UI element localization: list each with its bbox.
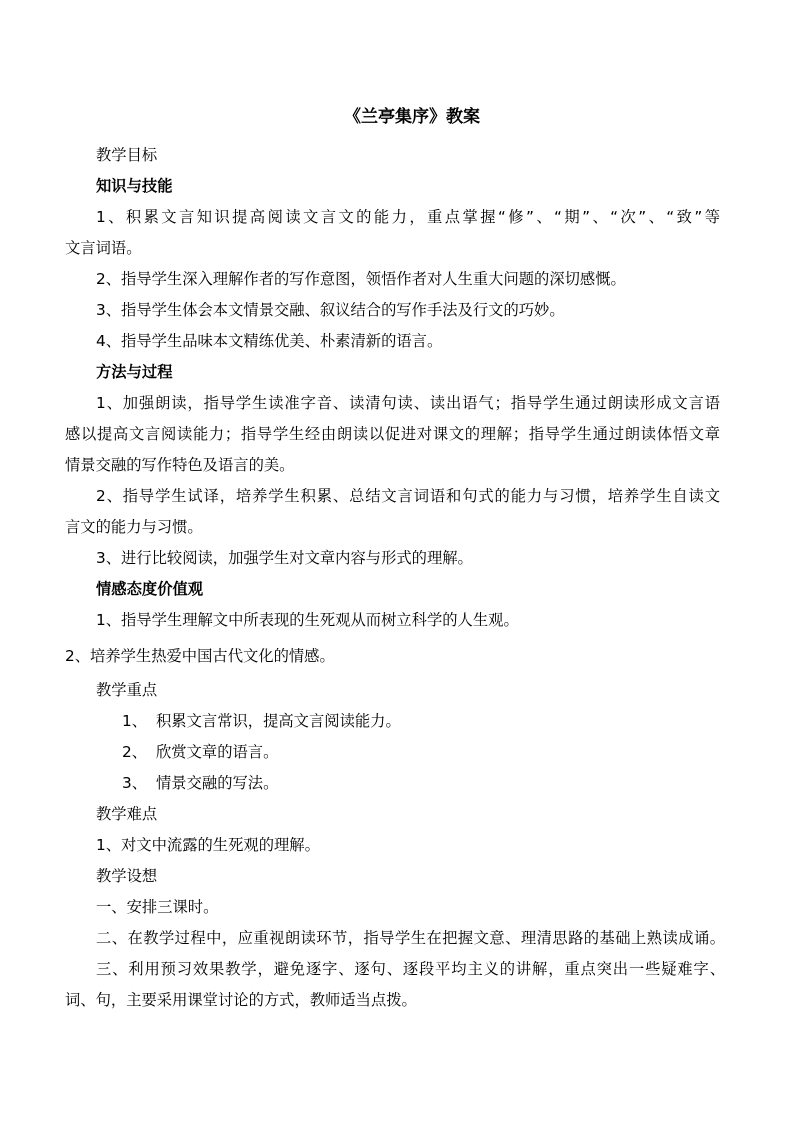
- paragraph-line: 1、加强朗读，指导学生读准字音、读清句读、读出语气；指导学生通过朗读形成文言语: [96, 394, 720, 412]
- key-point-item: [122, 710, 401, 732]
- paragraph-line: 二、在教学过程中，应重视朗读环节，指导学生在把握文意、理清思路的基础上熟读成诵。: [96, 929, 725, 947]
- paragraph-line: 词、句，主要采用课堂讨论的方式，教师适当点拨。: [65, 991, 417, 1009]
- key-point-number: 3、: [122, 774, 148, 792]
- paragraph-line: 3、进行比较阅读，加强学生对文章内容与形式的理解。: [96, 549, 473, 567]
- key-point-item: [122, 741, 278, 763]
- paragraph-line: 2、指导学生试译，培养学生积累、总结文言词语和句式的能力与习惯，培养学生自读文: [96, 487, 720, 505]
- paragraph-line: 感以提高文言阅读能力；指导学生经由朗读以促进对课文的理解；指导学生通过朗读体悟文章: [65, 425, 720, 443]
- heading-key-points: 教学重点: [96, 681, 158, 699]
- key-point-text: 欣赏文章的语言。: [156, 743, 279, 761]
- paragraph-line: 情景交融的写作特色及语言的美。: [65, 456, 295, 474]
- paragraph-line: 文言词语。: [65, 239, 142, 257]
- key-point-number: 1、: [122, 712, 148, 730]
- subheading-emotion-values: 情感态度价值观: [96, 580, 204, 598]
- paragraph-line: 3、指导学生体会本文情景交融、叙议结合的写作手法及行文的巧妙。: [96, 301, 565, 319]
- paragraph-line: 1、指导学生理解文中所表现的生死观从而树立科学的人生观。: [96, 611, 519, 629]
- heading-teaching-goals: 教学目标: [96, 146, 158, 164]
- paragraph-line: 2、指导学生深入理解作者的写作意图，领悟作者对人生重大问题的深切感慨。: [96, 270, 626, 288]
- paragraph-line: 1、积累文言知识提高阅读文言文的能力，重点掌握“修”、“期”、“次”、“致”等: [96, 208, 720, 226]
- subheading-knowledge-skills: 知识与技能: [96, 177, 173, 195]
- paragraph-line: 1、对文中流露的生死观的理解。: [96, 836, 320, 854]
- key-point-text: 情景交融的写法。: [156, 774, 279, 792]
- paragraph-line: 2、培养学生热爱中国古代文化的情感。: [65, 647, 335, 665]
- key-point-text: 积累文言常识，提高文言阅读能力。: [156, 712, 401, 730]
- key-point-number: 2、: [122, 743, 148, 761]
- key-point-item: [122, 772, 278, 794]
- paragraph-line: 一、安排三课时。: [96, 898, 219, 916]
- paragraph-line: 4、指导学生品味本文精练优美、朴素清新的语言。: [96, 332, 443, 350]
- paragraph-line: 言文的能力与习惯。: [65, 518, 203, 536]
- paragraph-line: 三、利用预习效果教学，避免逐字、逐句、逐段平均主义的讲解，重点突出一些疑难字、: [96, 960, 725, 978]
- document-title: 《兰亭集序》教案: [344, 107, 480, 127]
- heading-difficult-points: 教学难点: [96, 805, 158, 823]
- heading-teaching-plan: 教学设想: [96, 867, 158, 885]
- subheading-method-process: 方法与过程: [96, 363, 173, 381]
